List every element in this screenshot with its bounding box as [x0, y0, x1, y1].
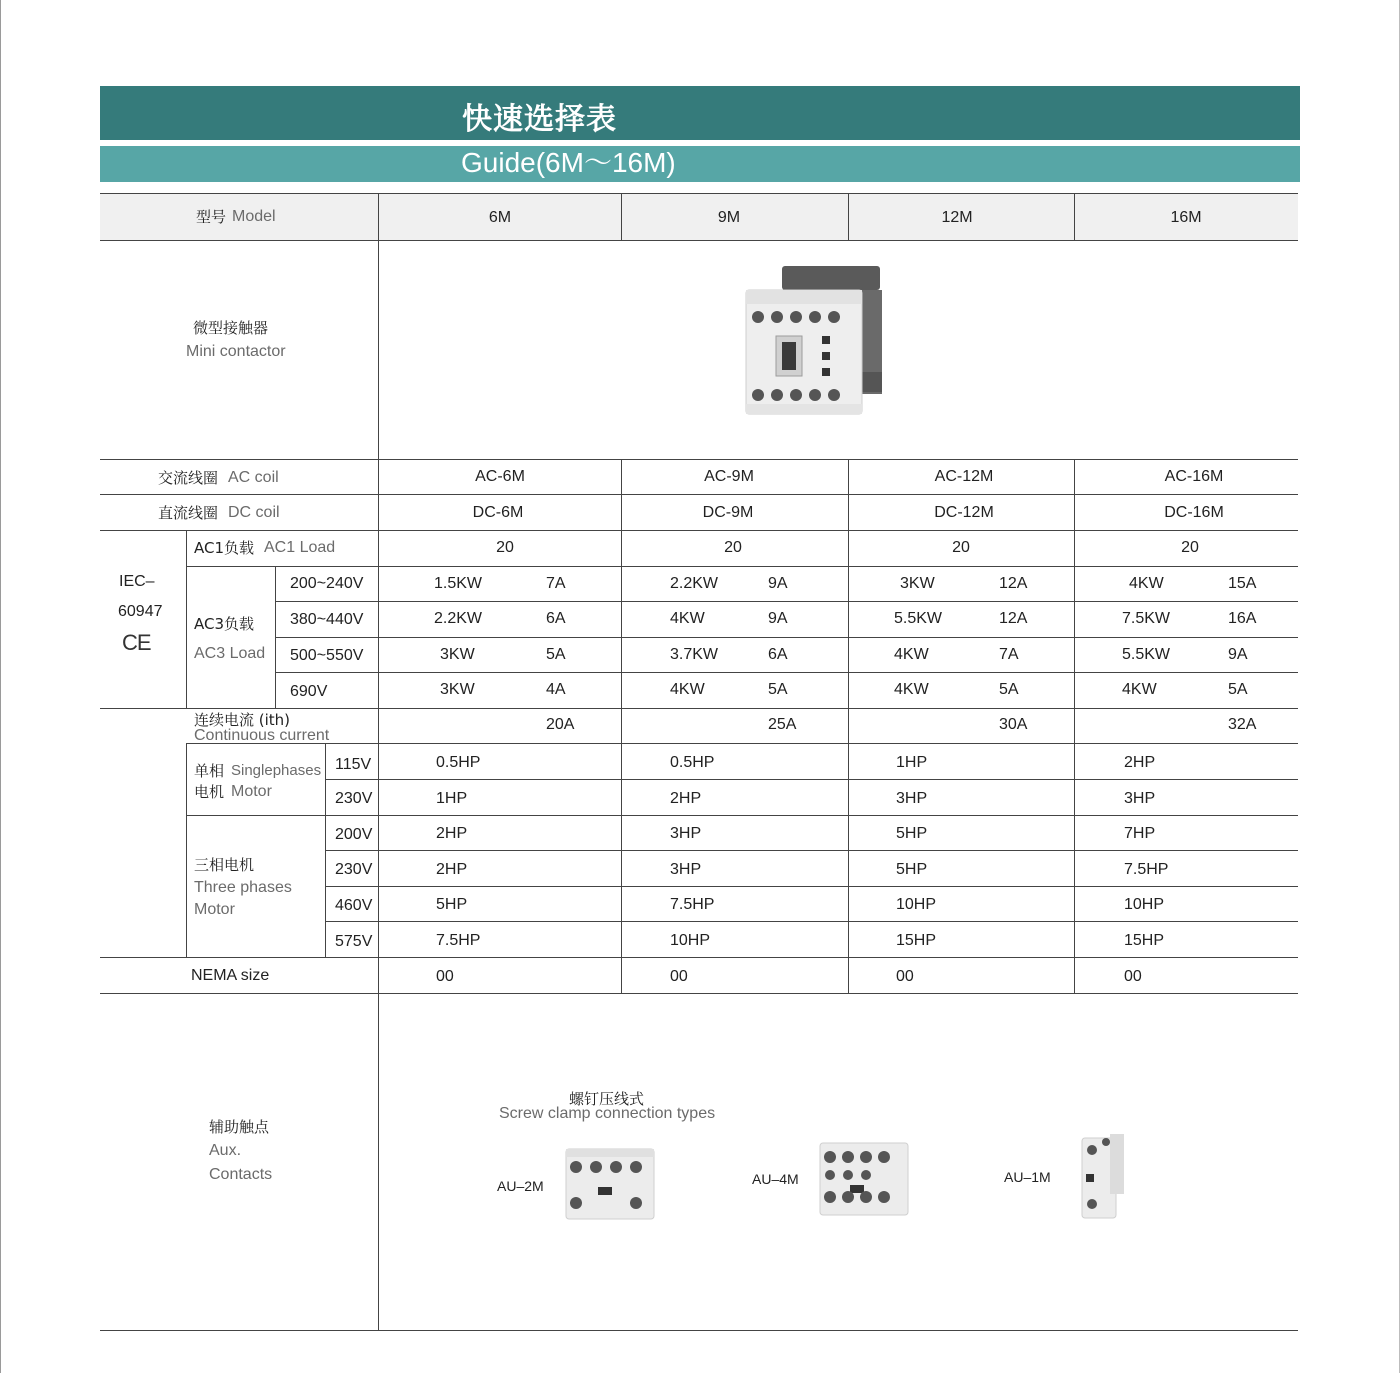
continuous-6m: 20A — [546, 716, 575, 733]
ac-coil-16m: AC-16M — [1164, 468, 1224, 485]
three-phase-motor-label: Motor — [194, 901, 235, 918]
single-phase-label-en: Singlephases — [231, 762, 322, 779]
tp-hp: 7.5HP — [436, 932, 481, 949]
ac3-amp: 7A — [999, 646, 1019, 663]
ac3-voltage: 500~550V — [290, 647, 364, 664]
ac3-kw: 5.5KW — [1122, 646, 1171, 663]
au-2m-image — [562, 1143, 658, 1225]
sp-voltage: 230V — [335, 790, 373, 807]
iec-number: 60947 — [118, 603, 163, 620]
nema-12m: 00 — [896, 968, 914, 985]
sp-hp: 2HP — [670, 790, 702, 807]
ac3-kw: 3KW — [440, 681, 475, 698]
ac-coil-12m: AC-12M — [934, 468, 994, 485]
ac-coil-label-cn: 交流线圈 — [158, 469, 219, 487]
ac3-amp: 6A — [768, 646, 788, 663]
ac1-12m: 20 — [952, 539, 970, 556]
ac3-amp: 9A — [1228, 646, 1248, 663]
ac1-9m: 20 — [724, 539, 742, 556]
sp-hp: 2HP — [1124, 754, 1156, 771]
ac3-kw: 4KW — [894, 681, 929, 698]
tp-hp: 7.5HP — [670, 896, 715, 913]
sp-hp: 1HP — [436, 790, 468, 807]
three-phase-label-cn: 三相电机 — [194, 856, 255, 874]
continuous-label-en: Continuous current — [194, 727, 330, 744]
ac1-16m: 20 — [1181, 539, 1199, 556]
tp-hp: 5HP — [896, 825, 928, 842]
three-phase-label-en: Three phases — [194, 879, 292, 896]
au-1m-label: AU–1M — [1004, 1169, 1051, 1185]
ac1-label-en: AC1 Load — [264, 539, 336, 556]
continuous-label-cn: 连续电流 (ith) — [194, 711, 291, 729]
dc-coil-16m: DC-16M — [1164, 504, 1224, 521]
page-frame-left — [0, 0, 1, 1373]
motor-label-cn: 电机 — [194, 783, 225, 801]
page-title-en: Guide(6M～16M) — [461, 147, 676, 178]
dc-coil-label-en: DC coil — [228, 504, 280, 521]
continuous-9m: 25A — [768, 716, 797, 733]
ac3-voltage: 200~240V — [290, 575, 364, 592]
au-2m-label: AU–2M — [497, 1178, 544, 1194]
screw-clamp-label-en: Screw clamp connection types — [499, 1105, 716, 1122]
tp-voltage: 575V — [335, 933, 373, 950]
aux-label-en: Aux. — [209, 1142, 242, 1159]
ac3-kw: 1.5KW — [434, 575, 483, 592]
tp-hp: 3HP — [670, 825, 702, 842]
dc-coil-9m: DC-9M — [702, 504, 754, 521]
tp-voltage: 200V — [335, 826, 373, 843]
contacts-label-en: Contacts — [209, 1166, 273, 1183]
tp-hp: 15HP — [896, 932, 937, 949]
tp-voltage: 230V — [335, 861, 373, 878]
dc-coil-6m: DC-6M — [472, 504, 524, 521]
tp-hp: 2HP — [436, 825, 468, 842]
ac3-kw: 3KW — [900, 575, 935, 592]
sp-hp: 3HP — [1124, 790, 1156, 807]
ac-coil-6m: AC-6M — [475, 468, 525, 485]
screw-clamp-label-cn: 螺钉压线式 — [569, 1090, 645, 1108]
ac3-kw: 4KW — [670, 610, 705, 627]
title-band — [100, 86, 1300, 140]
continuous-12m: 30A — [999, 716, 1028, 733]
ac3-amp: 7A — [546, 575, 566, 592]
tp-hp: 10HP — [1124, 896, 1165, 913]
ac3-kw: 4KW — [1122, 681, 1157, 698]
ac3-amp: 5A — [768, 681, 788, 698]
subtitle-band — [100, 146, 1300, 182]
ac3-amp: 5A — [1228, 681, 1248, 698]
au-4m-label: AU–4M — [752, 1171, 799, 1187]
au-4m-image — [816, 1139, 912, 1219]
model-16m-header: 16M — [1170, 209, 1202, 226]
ac3-amp: 15A — [1228, 575, 1257, 592]
ac3-voltage: 690V — [290, 683, 328, 700]
ac3-label-en: AC3 Load — [194, 645, 266, 662]
model-6m-header: 6M — [488, 209, 512, 226]
ac3-amp: 12A — [999, 610, 1028, 627]
ac3-kw: 4KW — [1129, 575, 1164, 592]
ac3-kw: 5.5KW — [894, 610, 943, 627]
ac-coil-9m: AC-9M — [704, 468, 754, 485]
tp-hp: 7.5HP — [1124, 861, 1169, 878]
nema-9m: 00 — [670, 968, 688, 985]
nema-label: NEMA size — [191, 967, 270, 984]
tp-voltage: 460V — [335, 897, 373, 914]
ac3-kw: 2.2KW — [434, 610, 483, 627]
ac3-amp: 6A — [546, 610, 566, 627]
ac3-amp: 5A — [546, 646, 566, 663]
ac3-amp: 12A — [999, 575, 1028, 592]
sp-hp: 0.5HP — [670, 754, 715, 771]
ac3-amp: 9A — [768, 575, 788, 592]
sp-hp: 1HP — [896, 754, 928, 771]
continuous-16m: 32A — [1228, 716, 1257, 733]
contactor-label-en: Mini contactor — [186, 343, 286, 360]
single-phase-label-cn: 单相 — [194, 762, 225, 780]
ac3-kw: 4KW — [894, 646, 929, 663]
model-12m-header: 12M — [941, 209, 973, 226]
tp-hp: 10HP — [896, 896, 937, 913]
iec-label: IEC– — [119, 573, 155, 590]
ac3-label-cn: AC3负载 — [194, 615, 255, 633]
ce-mark: CE — [122, 630, 151, 655]
tp-hp: 10HP — [670, 932, 711, 949]
ac3-voltage: 380~440V — [290, 611, 364, 628]
tp-hp: 5HP — [896, 861, 928, 878]
ac1-label-cn: AC1负载 — [194, 539, 255, 557]
sp-hp: 3HP — [896, 790, 928, 807]
ac3-amp: 4A — [546, 681, 566, 698]
au-1m-image — [1076, 1130, 1126, 1222]
ac3-amp: 5A — [999, 681, 1019, 698]
page-title-cn: 快速选择表 — [462, 102, 617, 137]
ac3-kw: 7.5KW — [1122, 610, 1171, 627]
ac1-6m: 20 — [496, 539, 514, 556]
tp-hp: 5HP — [436, 896, 468, 913]
nema-16m: 00 — [1124, 968, 1142, 985]
model-label-cn: 型号 — [196, 208, 227, 226]
ac3-amp: 16A — [1228, 610, 1257, 627]
dc-coil-label-cn: 直流线圈 — [158, 504, 219, 522]
sp-hp: 0.5HP — [436, 754, 481, 771]
tp-hp: 2HP — [436, 861, 468, 878]
model-label-en: Model — [232, 208, 276, 225]
ac3-kw: 4KW — [670, 681, 705, 698]
model-9m-header: 9M — [717, 209, 741, 226]
ac3-kw: 3.7KW — [670, 646, 719, 663]
nema-6m: 00 — [436, 968, 454, 985]
tp-hp: 3HP — [670, 861, 702, 878]
tp-hp: 7HP — [1124, 825, 1156, 842]
motor-label-en: Motor — [231, 783, 272, 800]
ac3-amp: 9A — [768, 610, 788, 627]
aux-label-cn: 辅助触点 — [209, 1118, 270, 1136]
dc-coil-12m: DC-12M — [934, 504, 994, 521]
contactor-label-cn: 微型接触器 — [193, 319, 269, 337]
tp-hp: 15HP — [1124, 932, 1165, 949]
mini-contactor-image — [740, 262, 890, 422]
ac3-kw: 2.2KW — [670, 575, 719, 592]
ac3-kw: 3KW — [440, 646, 475, 663]
table-header-row — [100, 194, 1298, 240]
ac-coil-label-en: AC coil — [228, 469, 279, 486]
sp-voltage: 115V — [335, 756, 372, 773]
